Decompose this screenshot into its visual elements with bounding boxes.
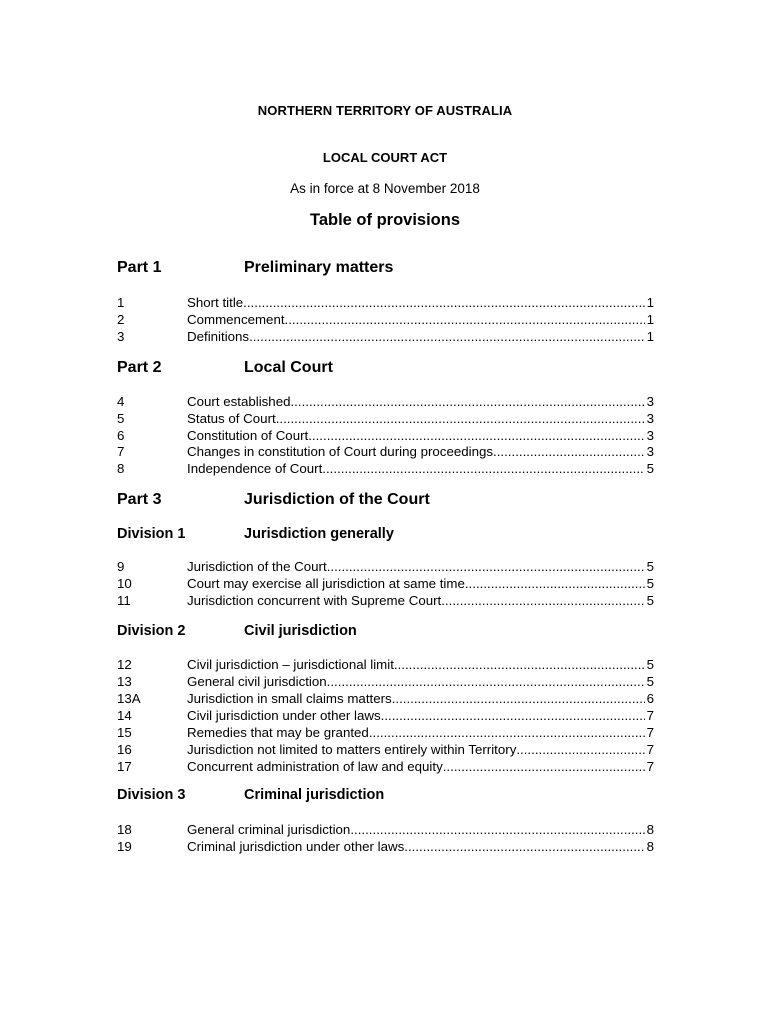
toc-entry[interactable] [117,311,654,328]
section-title: Jurisdiction of the Court [187,559,327,574]
section-number: 15 [117,725,132,740]
part-number: Part 3 [117,491,162,508]
toc-title: Table of provisions [309,211,461,229]
section-number: 12 [117,657,132,672]
dot-leader [381,707,645,724]
section-title: Civil jurisdiction under other laws [187,708,381,723]
dot-leader [276,410,645,427]
page-number: 3 [646,428,654,443]
toc-entry[interactable] [117,410,654,427]
dot-leader [394,656,645,673]
in-force-date: As in force at 8 November 2018 [290,181,480,196]
section-title: General civil jurisdiction [187,674,327,689]
dot-leader [443,758,645,775]
section-number: 7 [117,444,125,459]
toc-entry[interactable] [117,707,654,724]
division-title: Civil jurisdiction [244,623,357,639]
page-number: 5 [646,657,654,672]
division-title: Jurisdiction generally [244,526,394,542]
page-number: 6 [646,691,654,706]
dot-leader [285,311,645,328]
section-title: Remedies that may be granted [187,725,369,740]
section-number: 6 [117,428,125,443]
section-number: 14 [117,708,132,723]
page-number: 5 [646,593,654,608]
section-number: 13A [117,691,141,706]
toc-entry[interactable] [117,592,654,609]
page-number: 5 [646,576,654,591]
section-number: 18 [117,822,132,837]
section-number: 10 [117,576,132,591]
section-title: Criminal jurisdiction under other laws [187,839,405,854]
toc-entry[interactable] [117,690,654,707]
dot-leader [493,443,645,460]
section-title: Changes in constitution of Court during proceedings [187,444,494,459]
toc-entry[interactable] [117,724,654,741]
part-title: Preliminary matters [244,259,394,276]
section-number: 1 [117,295,125,310]
page-number: 7 [646,725,654,740]
section-title: Definitions [187,329,250,344]
section-number: 5 [117,411,125,426]
dot-leader [392,690,645,707]
toc-entry[interactable] [117,838,654,855]
toc-entry[interactable] [117,393,654,410]
section-number: 16 [117,742,132,757]
section-title: Status of Court [187,411,276,426]
toc-entry[interactable] [117,741,654,758]
dot-leader [290,393,644,410]
division-title: Criminal jurisdiction [244,787,385,803]
toc-entry[interactable] [117,758,654,775]
toc-entry[interactable] [117,294,654,311]
dot-leader [350,821,644,838]
dot-leader [249,328,645,345]
toc-entry[interactable] [117,656,654,673]
act-title: LOCAL COURT ACT [322,150,448,165]
dot-leader [441,592,644,609]
page-number: 3 [646,394,654,409]
toc-entry[interactable] [117,427,654,444]
dot-leader [369,724,645,741]
section-number: 8 [117,461,125,476]
division-number: Division 2 [117,623,186,639]
section-title: Jurisdiction not limited to matters entirely within Territory [187,742,517,757]
toc-entry[interactable] [117,558,654,575]
page-number: 1 [646,329,654,344]
section-number: 19 [117,839,132,854]
toc-entry[interactable] [117,328,654,345]
part-title: Jurisdiction of the Court [244,491,430,508]
section-title: Short title [187,295,244,310]
page-number: 8 [646,822,654,837]
page-number: 1 [646,295,654,310]
page-number: 1 [646,312,654,327]
section-title: Concurrent administration of law and equity [187,759,443,774]
part-title: Local Court [244,359,333,376]
division-number: Division 3 [117,787,186,803]
toc-entry[interactable] [117,821,654,838]
page-number: 3 [646,444,654,459]
dot-leader [327,558,645,575]
section-number: 11 [117,593,131,608]
section-number: 9 [117,559,125,574]
division-number: Division 1 [117,526,186,542]
dot-leader [327,673,645,690]
dot-leader [322,460,644,477]
section-title: Commencement [187,312,285,327]
page-number: 5 [646,461,654,476]
page-number: 7 [646,742,654,757]
dot-leader [243,294,644,311]
toc-entry[interactable] [117,460,654,477]
section-title: Court established [187,394,291,409]
section-number: 3 [117,329,125,344]
page-number: 3 [646,411,654,426]
part-number: Part 1 [117,259,162,276]
section-number: 13 [117,674,132,689]
jurisdiction-heading: NORTHERN TERRITORY OF AUSTRALIA [257,103,513,118]
section-number: 2 [117,312,125,327]
section-number: 4 [117,394,125,409]
part-number: Part 2 [117,359,162,376]
section-number: 17 [117,759,132,774]
dot-leader [308,427,644,444]
section-title: Independence of Court [187,461,323,476]
section-title: Jurisdiction concurrent with Supreme Court [187,593,442,608]
toc-entry[interactable] [117,673,654,690]
section-title: Constitution of Court [187,428,309,443]
section-title: General criminal jurisdiction [187,822,351,837]
dot-leader [465,575,645,592]
page-number: 5 [646,559,654,574]
toc-entry[interactable] [117,443,654,460]
section-title: Court may exercise all jurisdiction at same time [187,576,465,591]
toc-entry[interactable] [117,575,654,592]
page-number: 7 [646,759,654,774]
page-number: 8 [646,839,654,854]
section-title: Jurisdiction in small claims matters [187,691,392,706]
page-number: 7 [646,708,654,723]
page-number: 5 [646,674,654,689]
section-title: Civil jurisdiction – jurisdictional limit [187,657,394,672]
dot-leader [516,741,644,758]
dot-leader [404,838,644,855]
